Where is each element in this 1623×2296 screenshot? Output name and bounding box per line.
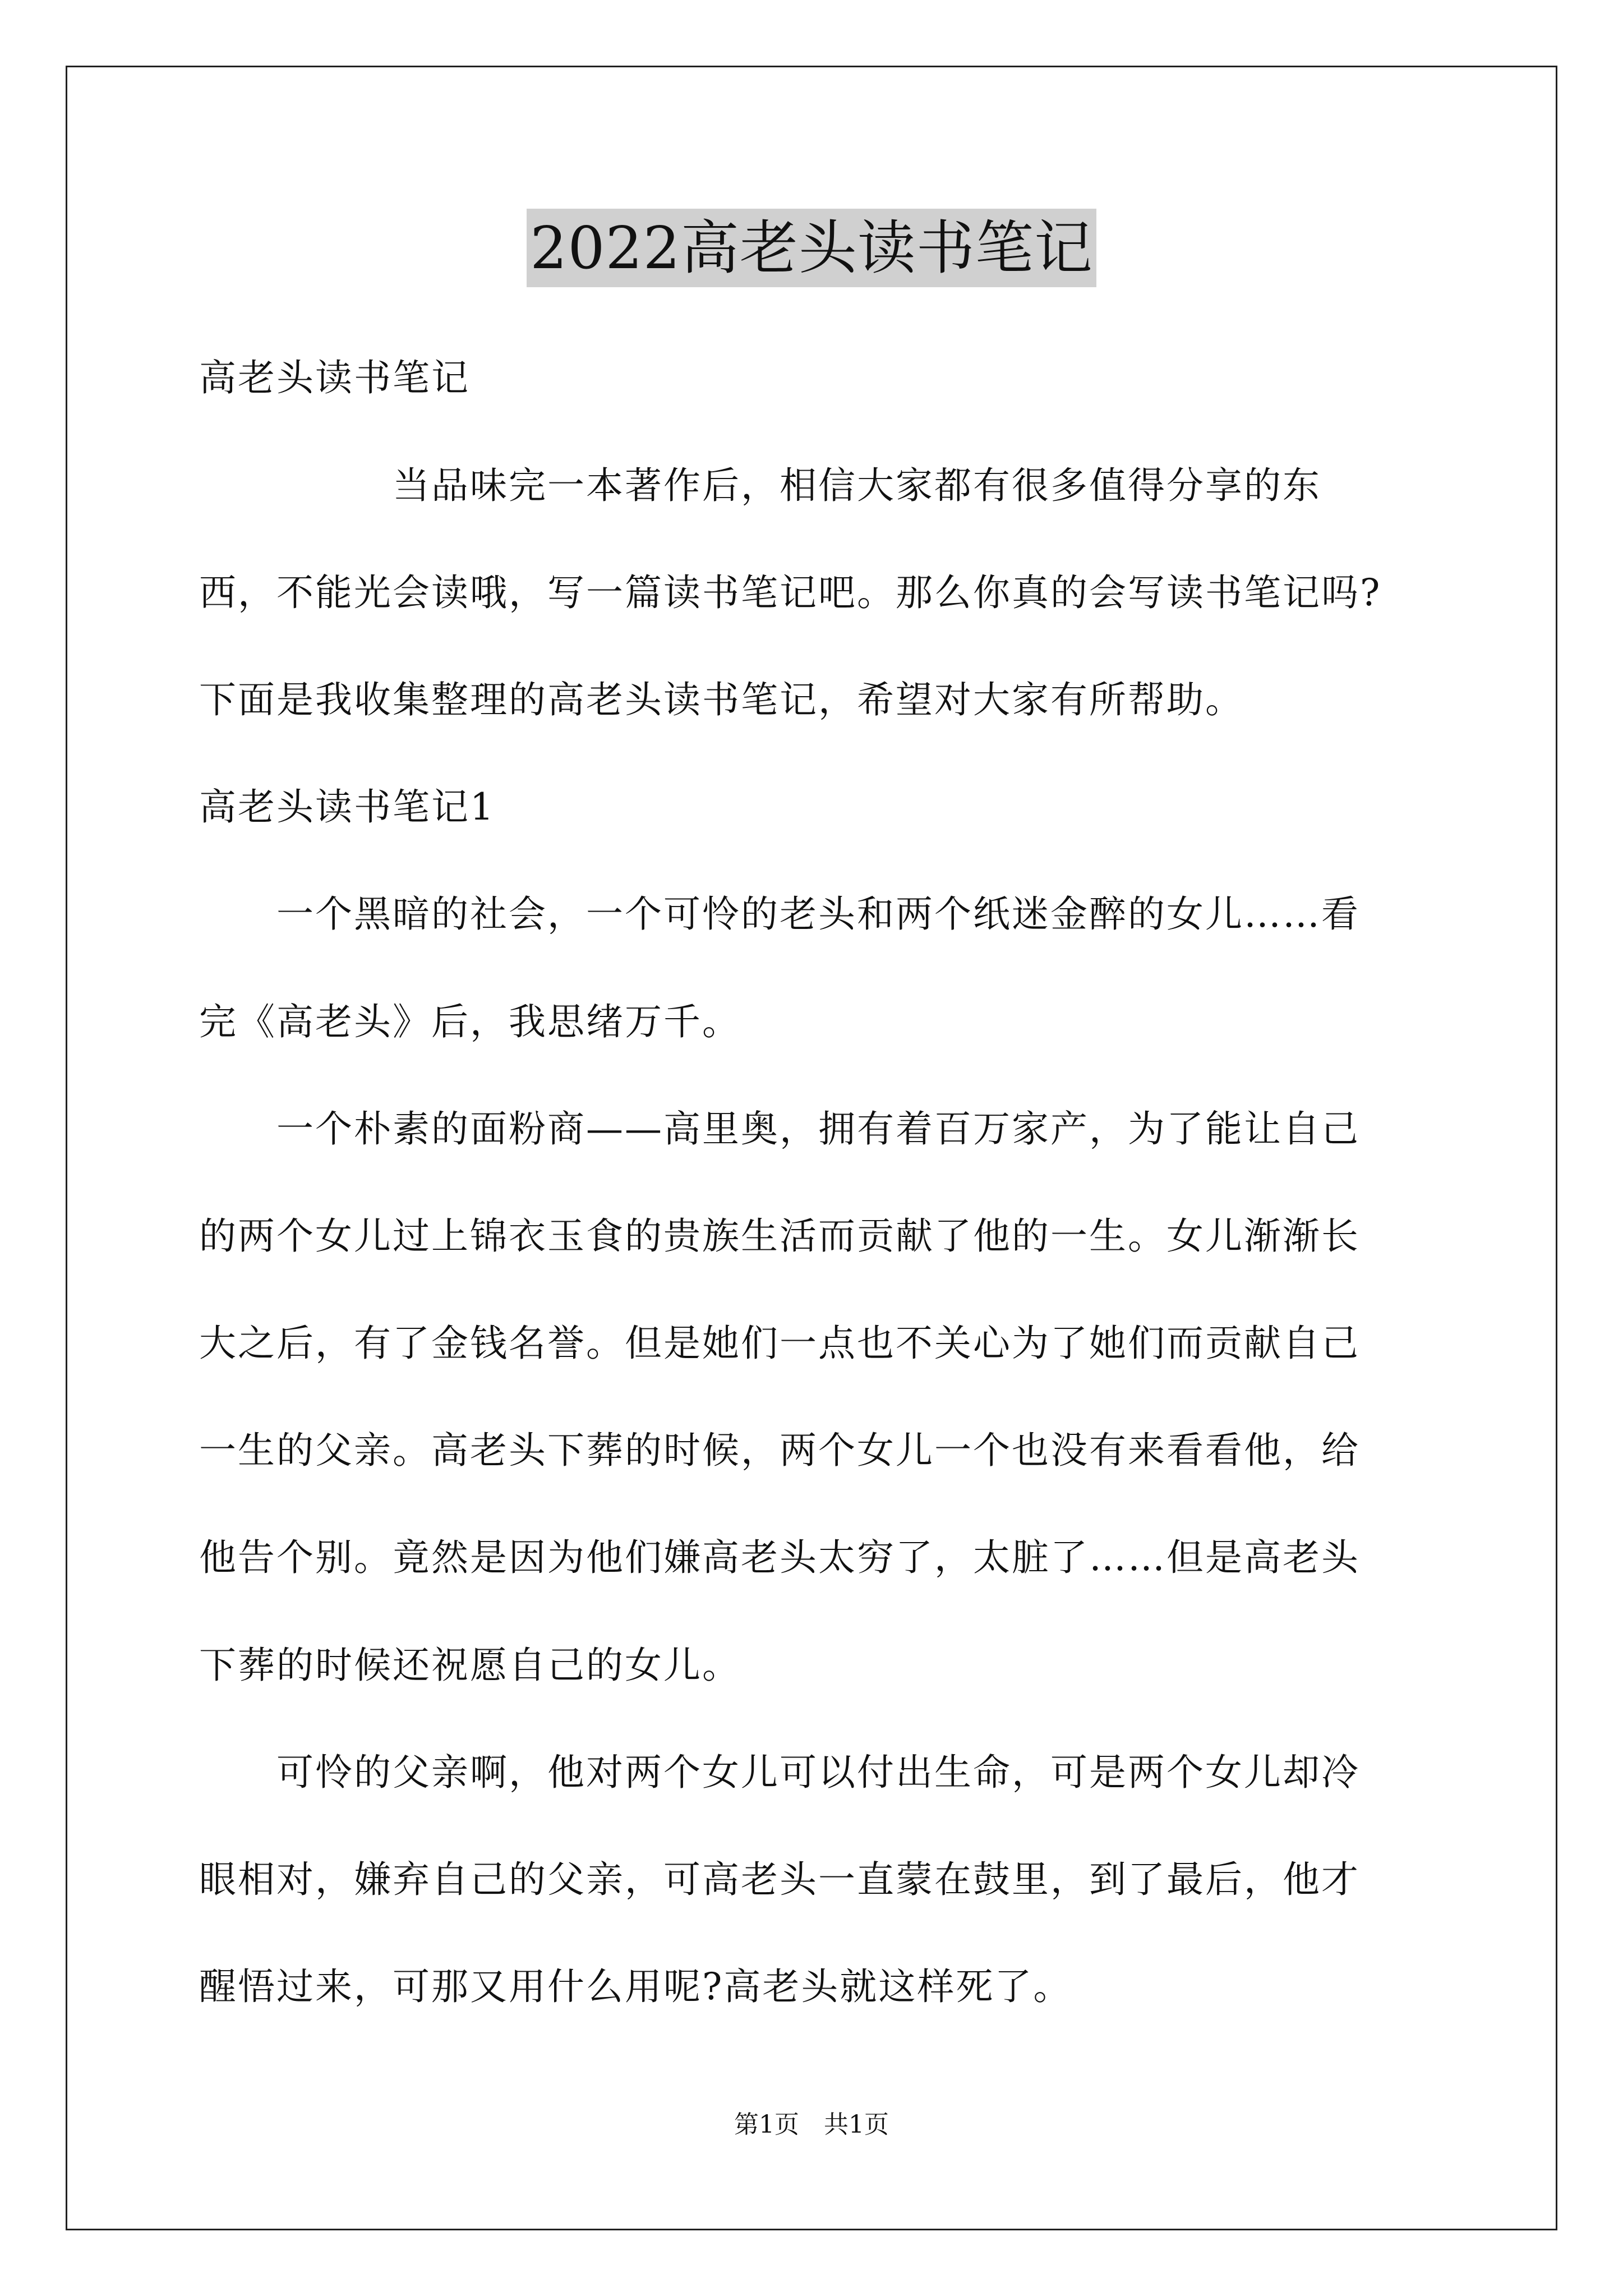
paragraph-line: 下面是我收集整理的高老头读书笔记，希望对大家有所帮助。 (199, 678, 1244, 721)
paragraph-line: 下葬的时候还祝愿自己的女儿。 (199, 1644, 741, 1687)
paragraph-line: 一个黑暗的社会，一个可怜的老头和两个纸迷金醉的女儿……看 (199, 892, 1360, 936)
paragraph-line: 大之后，有了金钱名誉。但是她们一点也不关心为了她们而贡献自己 (199, 1322, 1360, 1365)
paragraph-line: 一个朴素的面粉商——高里奥，拥有着百万家产，为了能让自己 (199, 1107, 1360, 1151)
paragraph-line: 醒悟过来，可那又用什么用呢?高老头就这样死了。 (199, 1965, 1072, 2008)
title-container (0, 209, 1623, 287)
paragraph-line: 完《高老头》后，我思绪万千。 (199, 1000, 741, 1043)
paragraph-line: 可怜的父亲啊，他对两个女儿可以付出生命，可是两个女儿却冷 (199, 1751, 1360, 1794)
paragraph-line: 的两个女儿过上锦衣玉食的贵族生活而贡献了他的一生。女儿渐渐长 (199, 1214, 1360, 1258)
paragraph-line: 他告个别。竟然是因为他们嫌高老头太穷了，太脏了……但是高老头 (199, 1536, 1360, 1579)
paragraph-line: 西，不能光会读哦，写一篇读书笔记吧。那么你真的会写读书笔记吗? (199, 571, 1382, 614)
paragraph-line: 当品味完一本著作后，相信大家都有很多值得分享的东 (199, 464, 1321, 507)
section-heading: 高老头读书笔记1 (199, 785, 495, 829)
page-footer: 第1页 共1页 (734, 2110, 889, 2139)
paragraph-line: 一生的父亲。高老头下葬的时候，两个女儿一个也没有来看看他，给 (199, 1429, 1360, 1472)
paragraph-line: 眼相对，嫌弃自己的父亲，可高老头一直蒙在鼓里，到了最后，他才 (199, 1858, 1360, 1901)
document-subtitle: 高老头读书笔记 (199, 356, 470, 399)
document-title: 2022高老头读书笔记 (527, 209, 1096, 287)
